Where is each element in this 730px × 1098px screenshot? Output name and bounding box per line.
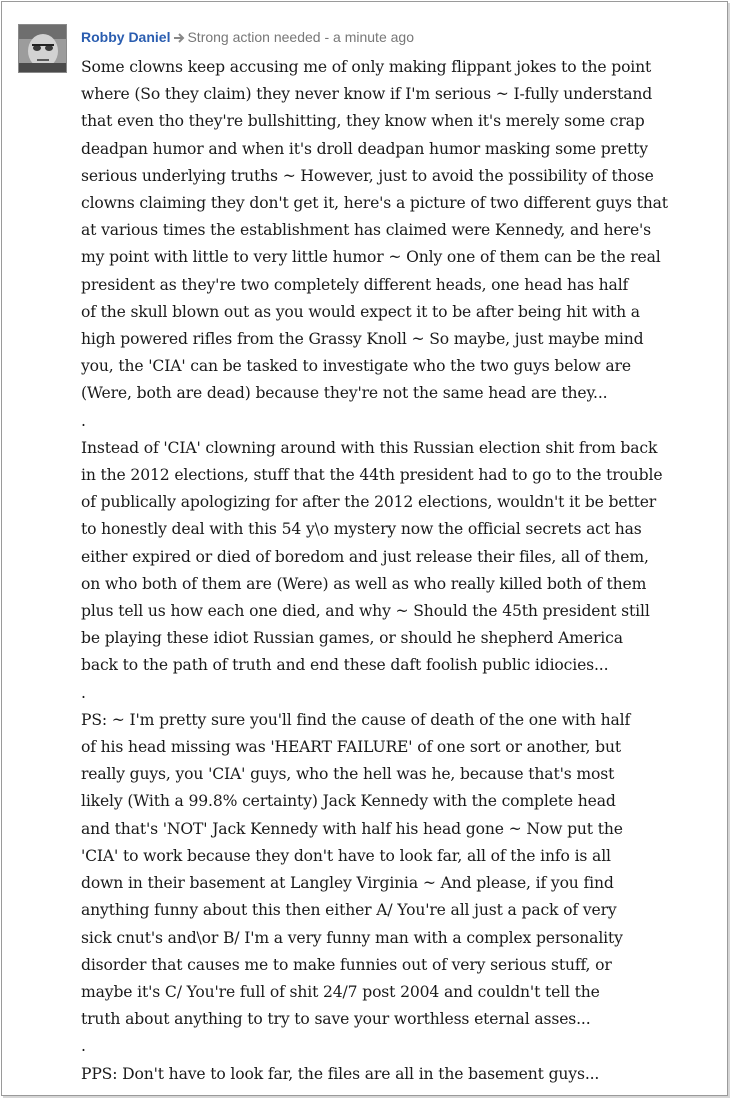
- text-line: in the 2012 elections, stuff that the 44th president had to go to the trouble: [81, 466, 663, 485]
- text-line: deadpan humor and when it's droll deadpan humor masking some pretty: [81, 139, 648, 158]
- text-line: plus tell us how each one died, and why ~ Should the 45th president still: [81, 602, 650, 621]
- text-line: down in their basement at Langley Virginia ~ And please, if you find: [81, 874, 614, 893]
- text-line: president as they're two completely different heads, one head has half: [81, 275, 629, 294]
- paragraph-1: [81, 54, 723, 408]
- avatar-photo-icon: [19, 25, 66, 72]
- text-line: sick cnut's and\or B/ I'm a very funny man with a complex personality: [81, 928, 623, 947]
- text-line: and that's 'NOT' Jack Kennedy with half his head gone ~ Now put the: [81, 819, 623, 838]
- text-line: on who both of them are (Were) as well as who really killed both of them: [81, 574, 647, 593]
- text-line: at various times the establishment has claimed were Kennedy, and here's: [81, 221, 652, 240]
- paragraph-2: [81, 435, 723, 680]
- text-line: back to the path of truth and end these daft foolish public idiocies...: [81, 656, 609, 675]
- text-line: serious underlying truths ~ However, just to avoid the possibility of those: [81, 166, 654, 185]
- text-line: be playing these idiot Russian games, or should he shepherd America: [81, 629, 623, 648]
- text-line: you, the 'CIA' can be tasked to investigate who the two guys below are: [81, 357, 631, 376]
- text-line: (Were, both are dead) because they're not the same head are they...: [81, 384, 608, 403]
- comment-header: [81, 28, 414, 46]
- text-line: to honestly deal with this 54 y\o mystery now the official secrets act has: [81, 520, 642, 539]
- paragraph-3: [81, 707, 723, 1033]
- text-line: my point with little to very little humor ~ Only one of them can be the real: [81, 248, 661, 267]
- meta-separator: -: [324, 29, 330, 45]
- text-line: 'CIA' to work because they don't have to look far, all of the info is all: [81, 846, 611, 865]
- comment-card: [1, 1, 728, 1096]
- text-line: of publically apologizing for after the 2012 elections, wouldn't it be better: [81, 493, 657, 512]
- text-line: really guys, you 'CIA' guys, who the hell was he, because that's most: [81, 765, 615, 784]
- reply-arrow-icon: [173, 29, 186, 45]
- text-line: that even tho they're bullshitting, they know when it's merely some crap: [81, 112, 645, 131]
- text-line: PPS: Don't have to look far, the files are all in the basement guys...: [81, 1064, 600, 1083]
- text-line: where (So they claim) they never know if I'm serious ~ I-fully understand: [81, 85, 653, 104]
- text-line: maybe it's C/ You're full of shit 24/7 post 2004 and couldn't tell the: [81, 982, 600, 1001]
- avatar[interactable]: [18, 24, 67, 73]
- text-line: disorder that causes me to make funnies out of very serious stuff, or: [81, 955, 612, 974]
- separator-dot: .: [81, 411, 86, 430]
- text-line: either expired or died of boredom and just release their files, all of them,: [81, 547, 649, 566]
- separator-dot: .: [81, 683, 86, 702]
- text-line: PS: ~ I'm pretty sure you'll find the cause of death of the one with half: [81, 710, 631, 729]
- text-line: clowns claiming they don't get it, here's a picture of two different guys that: [81, 194, 668, 213]
- separator-dot: .: [81, 1037, 86, 1056]
- text-line: anything funny about this then either A/ You're all just a pack of very: [81, 901, 617, 920]
- timestamp[interactable]: a minute ago: [333, 29, 414, 45]
- text-line: Instead of 'CIA' clowning around with this Russian election shit from back: [81, 438, 658, 457]
- reply-to-link[interactable]: Strong action needed: [187, 29, 321, 45]
- text-line: truth about anything to try to save your worthless eternal asses...: [81, 1010, 591, 1029]
- text-line: of the skull blown out as you would expect it to be after being hit with a: [81, 302, 640, 321]
- comment-body: [81, 54, 723, 1088]
- author-name[interactable]: Robby Daniel: [81, 29, 171, 45]
- text-line: likely (With a 99.8% certainty) Jack Kennedy with the complete head: [81, 792, 616, 811]
- paragraph-4: [81, 1061, 723, 1088]
- text-line: high powered rifles from the Grassy Knoll ~ So maybe, just maybe mind: [81, 330, 644, 349]
- text-line: Some clowns keep accusing me of only making flippant jokes to the point: [81, 58, 652, 76]
- text-line: of his head missing was 'HEART FAILURE' of one sort or another, but: [81, 738, 621, 757]
